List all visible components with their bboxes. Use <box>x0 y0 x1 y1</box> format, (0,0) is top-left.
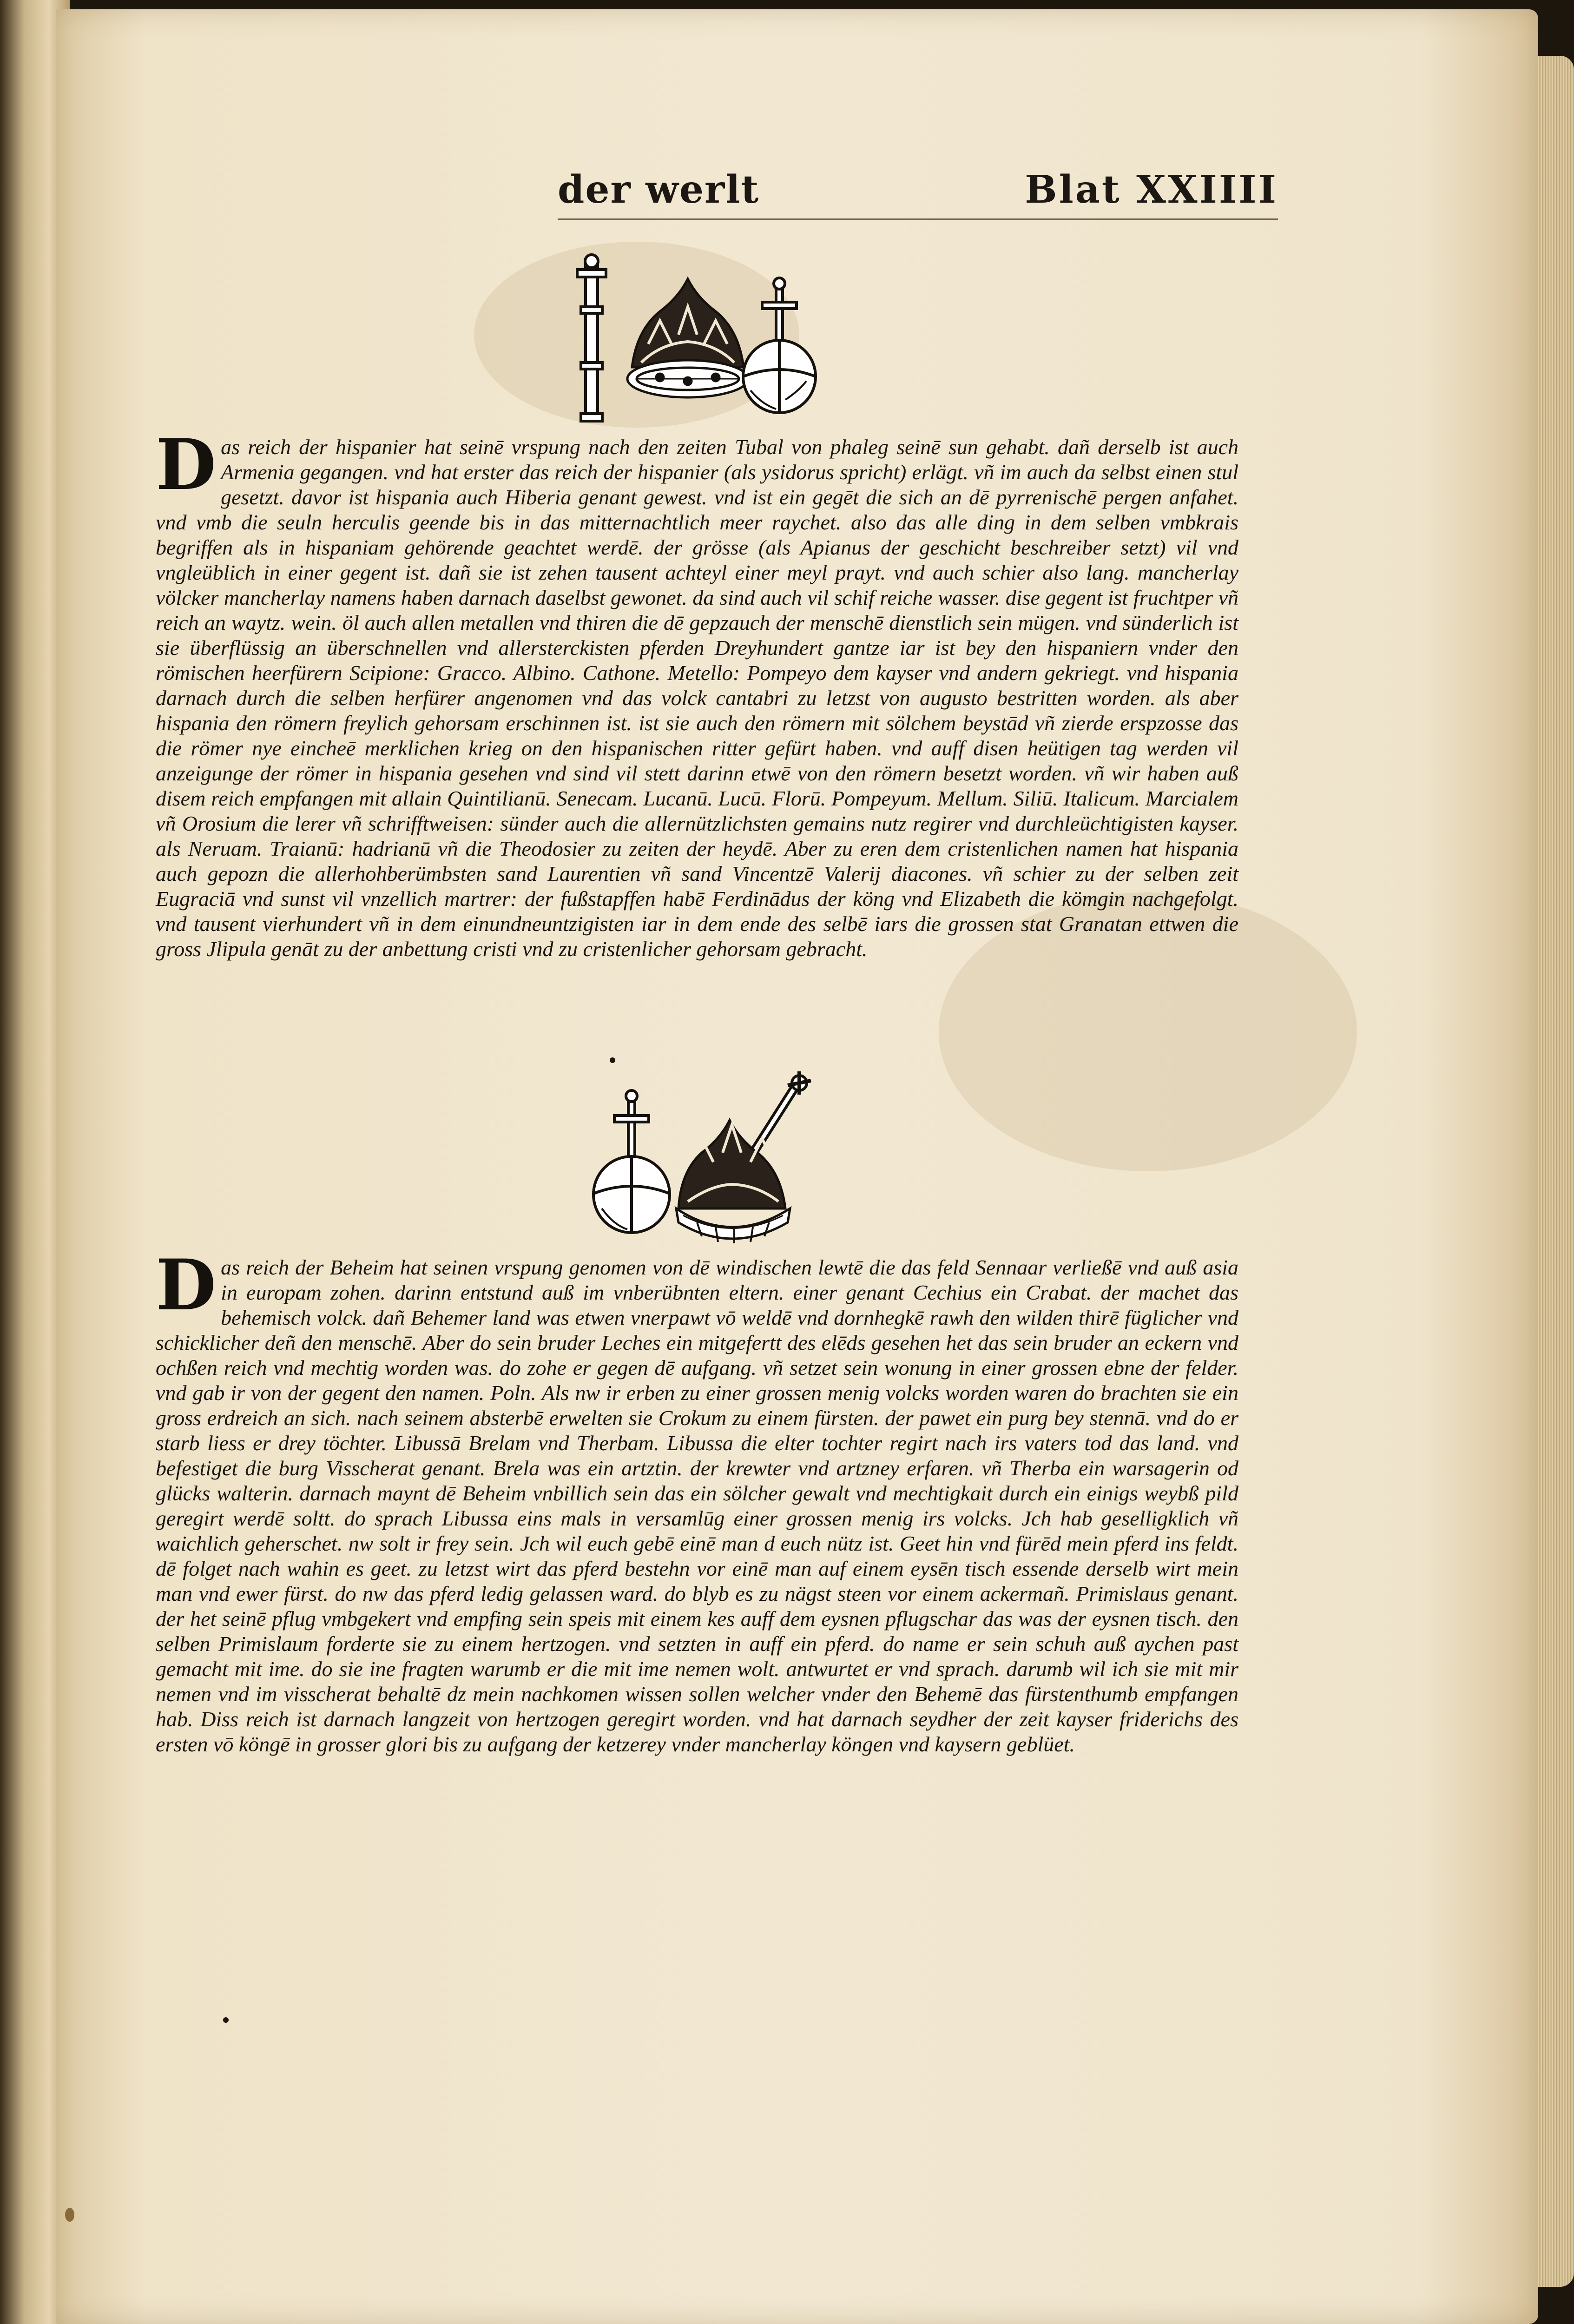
paragraph-text: as reich der Beheim hat seinen vrspung genomen von dē windischen lewtē die das feld Sennaar verließē vnd auß asia in europam zohen. darinn entstund auß im vnberübnten eltern. einer genant Cechius ein Crabat. der machet das behemisch volck. dañ Behemer land was etwen vnerpawt vō weldē vnd dornhegkē rawh den wilden thirē füglicher vnd schicklicher deñ den menschē. Aber do sein bruder Leches ein mitgefertt des elēds gesehen het das sein bruder an eckern vnd ochßen reich vnd mechtig worden was. do zohe er gegen dē aufgang. vñ setzet sein wonung in einer grossen ebne der felder. vnd gab ir von der gegent den namen. Poln. Als nw ir erben zu einer grossen menig volcks worden waren do brachten sie ein gross erdreich an sich. nach seinem absterbē erwelten sie Crokum zu einem fürsten. der pawet ein purg bey stennā. vnd do er starb liess er drey töchter. Libussā Brelam vnd Therbam. Libussa die elter tochter regirt nach irs vaters tod das land. vnd befestiget die burg Visscherat genant. Brela was ein artztin. der krewter vnd artzney erfaren. vñ Therba ein warsagerin od glücks walterin. darnach maynt dē Beheim vnbillich sein das ein sölcher gewalt vnd mechtigkait durch ein einigs weybß pild geregirt werdē soltt. do sprach Libussa eins mals in versamlūg einer grossen menig irs volcks. Jch hab geselligklich vñ waichlich geherschet. nw solt ir frey sein. Jch wil euch gebē einē man d euch nütz ist. Geet hin vnd fürēd mein pferd ins feldt. dē folget nach wahin es geet. zu letzst wirt das pferd bestehn vor einē man auf einem eysēn tisch essende derselb wirt mein man vnd ewer fürst. do nw das pferd ledig gelassen ward. do blyb es zu nägst steen vor einem ackermañ. Primislaus genant. der het seinē pflug vmbgekert vnd empfing sein speis mit einem kes auff dem eysnen pflugschar das was der eysnen tisch. den selben Primislaum forderte sie zu einem hertzogen. vnd setzten in auff ein pferd. do name er sein schuh auß aychen past gemacht mit ime. do sie ine fragten warumb er die mit ime nemen wolt. antwurtet er vnd sprach. darumb wil ich sie mit mir nemen vnd im visscherat behaltē dz mein nachkomen wissen sollen welcher vnder den Behemē das fürstenthumb empfangen hab. Diss reich ist darnach langzeit von hertzogen geregirt worden. vnd hat darnach seydher der zeit kayser friderichs des ersten vō köngē in grosser glori bis zu aufgang der ketzerey vnder mancherlay köngen vnd kaysern geblüet. <box>156 1255 1238 1756</box>
ink-speck <box>223 2017 229 2023</box>
orb-crown-scepter-woodcut-icon <box>590 1069 850 1255</box>
page-header <box>558 167 1278 228</box>
paper-blemish <box>65 2208 74 2222</box>
drop-capital: D <box>156 1244 217 1326</box>
scepter-crown-orb-woodcut-icon <box>567 251 827 428</box>
paragraph-beheim <box>156 1244 1238 1757</box>
header-rule <box>558 218 1278 220</box>
paragraph-hispania <box>156 424 1238 962</box>
paragraph-text: as reich der hispanier hat seinē vrspung nach den zeiten Tubal von phaleg seinē sun gehabt. dañ derselb ist auch Armenia gegangen. vnd hat erster das reich der hispanier (als ysidorus spricht) erlägt. vñ im auch da selbst einen stul gesetzt. davor ist hispania auch Hiberia genant gewest. vnd ist ein gegēt die sich an dē pyrrenischē pergen anfahet. vnd vmb die seuln herculis geende bis in das mitternachtlich meer raychet. also das alle ding in dem selben vmbkrais begriffen als in hispaniam gehörende geachtet werdē. der grösse (als Apianus der geschicht beschreiber setzt) vil vnd vngleüblich in einer gegent ist. dañ sie ist zehen tausent achteyl einer meyl prayt. vnd auch schier also lang. mancherlay völcker mancherlay namens haben darnach daselbst gewonet. da sind auch vil schif reiche wasser. dise gegent ist fruchtper vñ reich an waytz. wein. öl auch allen metallen vnd thiren die dē gepzauch der menschē dienstlich sein mügen. vnd sünderlich ist sie überflüssig an überschnellen vnd allersterckisten pferden Dreyhundert gantze iar ist bey den hispaniern vnder den römischen heerfürern Scipione: Gracco. Albino. Cathone. Metello: Pompeyo dem kayser vnd andern gekriegt. vnd hispania darnach durch die selben herfürer angenomen vnd das volck cantabri zu letzst von augusto bestritten worden. als aber hispania den römern freylich gehorsam erschinnen ist. ist sie auch den römern mit sölchem beystād vñ zierde erspzosse das die römer nye eincheē merklichen krieg on den hispanischen ritter gefürt haben. vnd auff disen heütigen tag werden vil anzeigunge der römer in hispania gesehen vnd sind vil stett darinn etwē von den römern besetzt worden. vñ wir haben auß disem reich empfangen mit allain Quintilianū. Senecam. Lucanū. Lucū. Florū. Pompeyum. Mellum. Siliū. Italicum. Marcialem vñ Orosium die lerer vñ schrifftweisen: sünder auch die allernützlichsten gemains nutz regirer vnd durchleüchtigisten kayser. als Neruam. Traianū: hadrianū vñ die Theodosier zu zeiten der heydē. Aber zu eren dem cristenlichen namen hat hispania auch gepozn die allerhohberümbsten sand Laurentien vñ sand Vincentzē Valerij diacones. vñ schier zu der selben zeit Eugraciā vnd sunst vil vnzellich martrer: der fußstapffen habē Ferdinādus der köng vnd Elizabeth die kömgin nachgefolgt. vnd tausent vierhundert vñ in dem einundneuntzigisten iar in dem ende des selbē iars die grossen stat Granatan ettwen die gross Jlipula genāt zu der anbettung cristi vnd zu cristenlicher gehorsam gebracht. <box>156 435 1238 961</box>
running-title: der werlt <box>558 167 760 212</box>
drop-capital: D <box>156 424 217 506</box>
folio-number: Blat XXIIII <box>1025 167 1278 212</box>
ink-speck <box>610 1057 615 1063</box>
